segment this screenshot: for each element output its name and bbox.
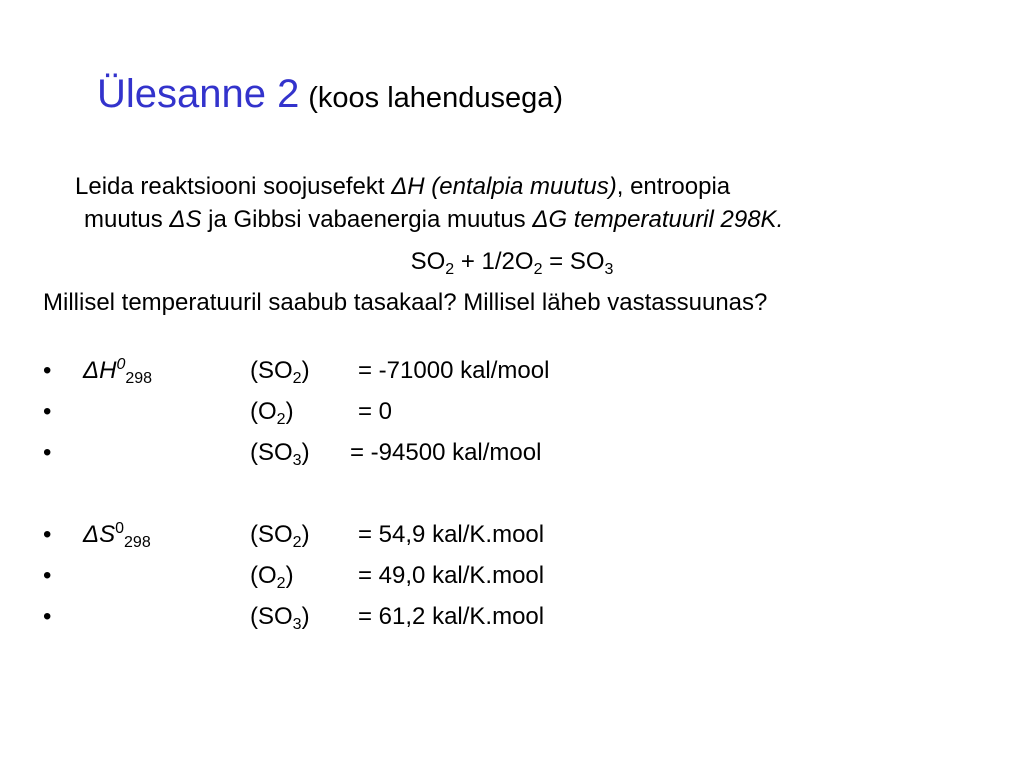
slide-title [97, 72, 563, 117]
task-text: Leida reaktsiooni soojusefekt [75, 173, 392, 200]
entropy-row-so2 [0, 517, 1024, 553]
bullet-marker: • [43, 357, 52, 384]
equilibrium-question: Millisel temperatuuril saabub tasakaal? Millisel läheb vastassuunas? [43, 289, 768, 316]
species-label: $(SO_2)$ [250, 521, 310, 551]
reaction-equation [0, 245, 1024, 278]
species-label: $(O_2)$ [250, 398, 294, 428]
value-text: = 0 [358, 398, 393, 425]
bullet-marker: • [43, 603, 52, 630]
task-line-2 [75, 203, 955, 236]
enthalpy-symbol: $\Delta H^0_{298}$ [83, 356, 153, 387]
bullet-marker: • [43, 439, 52, 466]
entropy-row-o2 [0, 558, 1024, 594]
slide-title-sub: (koos lahendusega) [308, 82, 563, 114]
value-text: = 49,0 kal/K.mool [358, 562, 545, 589]
species-label: $(SO_3)$ [250, 439, 310, 469]
value-text: = 54,9 kal/K.mool [358, 521, 545, 548]
equation-part: = SO [542, 248, 605, 275]
task-text: , entroopia [616, 173, 731, 200]
entropy-symbol: $\Delta S^0_{298}$ [83, 520, 151, 551]
value-text: = -94500 kal/mool [350, 439, 542, 466]
task-text: muutus [84, 206, 170, 233]
species-label: $(SO_3)$ [250, 603, 310, 633]
bullet-marker: • [43, 562, 52, 589]
task-text: ja Gibbsi vabaenergia muutus [201, 206, 533, 233]
species-label: $(O_2)$ [250, 562, 294, 592]
entropy-term: ΔS [169, 206, 202, 233]
enthalpy-row-o2 [0, 394, 1024, 430]
task-line-1 [75, 170, 955, 203]
entropy-row-so3 [0, 599, 1024, 635]
slide-title-main: Ülesanne 2 [97, 72, 300, 116]
bullet-marker: • [43, 521, 52, 548]
bullet-marker: • [43, 398, 52, 425]
subscript: 2 [445, 261, 455, 278]
task-description [75, 170, 955, 236]
subscript: 3 [604, 261, 614, 278]
enthalpy-row-so2 [0, 353, 1024, 389]
species-label: $(SO_2)$ [250, 357, 310, 387]
equation-part: + 1/2O [454, 248, 534, 275]
value-text: = 61,2 kal/K.mool [358, 603, 545, 630]
enthalpy-term: ΔH (entalpia muutus) [391, 173, 617, 200]
gibbs-term: ΔG temperatuuril 298K. [532, 206, 784, 233]
subscript: 2 [533, 261, 543, 278]
value-text: = -71000 kal/mool [358, 357, 550, 384]
equation-part: SO [410, 248, 446, 275]
enthalpy-row-so3 [0, 435, 1024, 471]
